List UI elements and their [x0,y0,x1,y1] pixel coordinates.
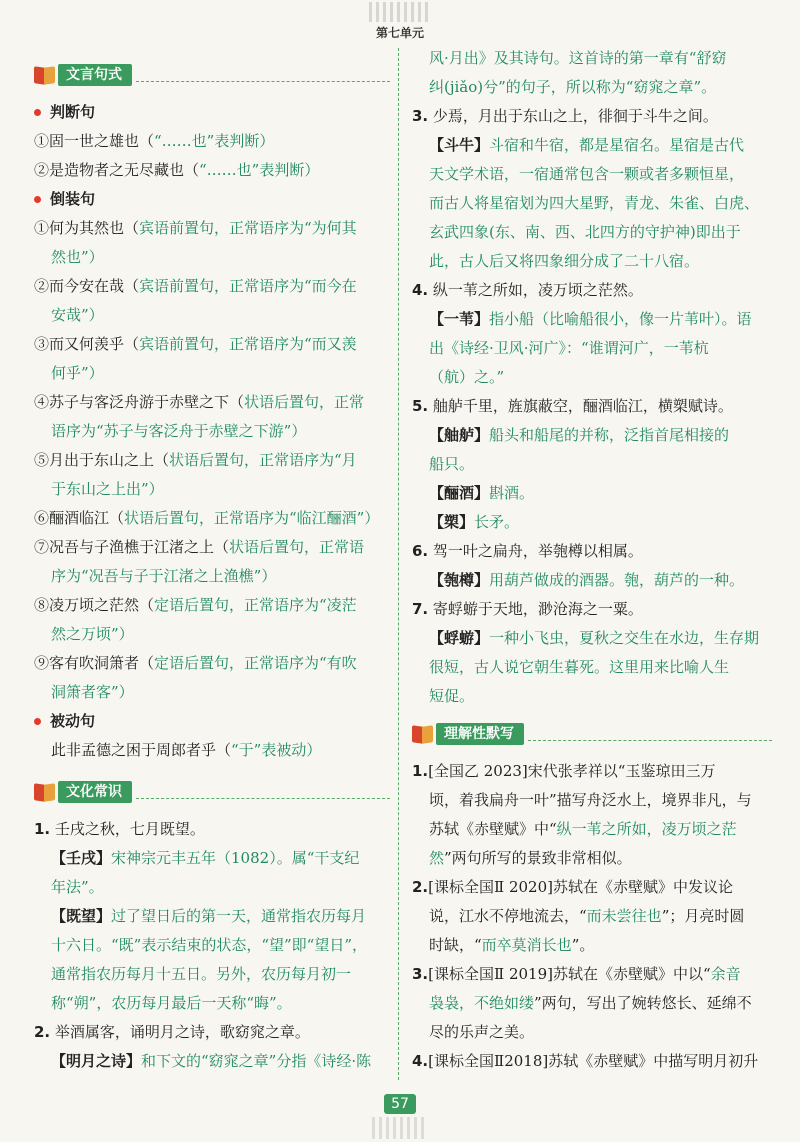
culture-item-2: 2. 举酒属客，诵明月之诗，歌窈窕之章。 [34,1023,310,1041]
right-column [412,44,772,1076]
term-note-cont: 玄武四象(东、南、西、北四方的守护神)即出于 [429,223,741,241]
subsection-inverted: 倒装句 [34,185,390,214]
term-note-cont: 通常指农历每月十五日。另外，农历每月初一 [51,965,352,983]
term-note-cont: 十六日。“既”表示结束的状态，“望”即“望日”， [51,936,368,954]
dictation-item-3: 3.[课标全国Ⅱ 2019]苏轼在《赤壁赋》中以“余音 [412,965,741,983]
term-note: 【斗牛】斗宿和牛宿，都是星宿名。星宿是古代 [429,136,745,154]
dictation-cont: 时缺，“而卒莫消长也”。 [429,936,595,954]
term-note-cont: 年法”。 [51,878,104,896]
section-title: 文言句式 [58,64,132,86]
list-item-cont: 然之万顷”） [51,625,134,643]
term-note-cont: 船只。 [429,455,475,473]
left-column [34,56,390,1076]
term-note-cont: 风·月出》及其诗句。这首诗的第一章有“舒窈 [429,49,727,67]
list-item-cont: 安哉”） [51,306,104,324]
term-note: 【蜉蝣】一种小飞虫，夏秋之交生在水边，生存期 [429,629,760,647]
term-note-cont: 短促。 [429,687,475,705]
list-item: ⑤月出于东山之上（状语后置句，正常语序为“月 [34,451,357,469]
culture-item-1: 1. 壬戌之秋，七月既望。 [34,820,205,838]
section-title: 文化常识 [58,781,132,803]
term-note: 【槊】长矛。 [429,513,520,531]
culture-item-6: 6. 驾一叶之扁舟，举匏樽以相属。 [412,542,643,560]
list-item: ②是造物者之无尽藏也（“……也”表判断） [34,161,320,179]
list-item: ④苏子与客泛舟游于赤壁之下（状语后置句，正常 [34,393,365,411]
list-item-cont: 然也”） [51,248,104,266]
dictation-item-1: 1.[全国乙 2023]宋代张孝祥以“玉鉴琼田三万 [412,762,716,780]
list-item: ⑧凌万顷之茫然（定语后置句，正常语序为“凌茫 [34,596,357,614]
bullet-icon [34,718,41,725]
section-header-classical-syntax [34,62,390,88]
term-note-cont: 纠(jiǎo)兮”的句子，所以称为“窈窕之章”。 [429,78,717,96]
book-icon [412,724,434,744]
list-item: ②而今安在哉（宾语前置句，正常语序为“而今在 [34,277,357,295]
section-title: 理解性默写 [436,723,524,745]
list-item-cont: 序为“况吾与子于江渚之上渔樵”） [51,567,277,585]
term-note-cont: 此，古人后又将四象细分成了二十八宿。 [429,252,700,270]
term-note-cont: 出《诗经·卫风·河广》：“谁谓河广，一苇杭 [429,339,709,357]
book-icon [34,782,56,802]
list-item-cont: 语序为“苏子与客泛舟于赤壁之下游”） [51,422,307,440]
culture-item-3: 3. 少焉，月出于东山之上，徘徊于斗牛之间。 [412,107,718,125]
term-note: 【匏樽】用葫芦做成的酒器。匏，葫芦的一种。 [429,571,745,589]
term-note: 【舳舻】船头和船尾的并称，泛指首尾相接的 [429,426,730,444]
term-note: 【明月之诗】和下文的“窈窕之章”分指《诗经·陈 [51,1052,372,1070]
culture-item-4: 4. 纵一苇之所如，凌万顷之茫然。 [412,281,643,299]
dictation-cont: 尽的乐声之美。 [429,1023,535,1041]
book-icon [34,65,56,85]
list-item-cont: 于东山之上出”） [51,480,164,498]
page-header [0,0,800,44]
list-item: ⑥酾酒临江（状语后置句，正常语序为“临江酾酒”） [34,509,380,527]
term-note-cont: 很短，古人说它朝生暮死。这里用来比喻人生 [429,658,730,676]
column-divider [398,48,399,1080]
section-rule [136,785,390,799]
subsection-judgment: 判断句 [34,98,390,127]
term-note: 【一苇】指小船（比喻船很小，像一片苇叶）。语 [429,310,752,328]
dictation-cont: 然”两句所写的景致非常相似。 [429,849,632,867]
dictation-cont: 说，江水不停地流去，“而未尝往也”；月亮时圆 [429,907,745,925]
list-item-cont: 何乎”） [51,364,104,382]
section-header-dictation [412,721,772,747]
section-rule [136,68,390,82]
list-item-cont: 洞箫者客”） [51,683,134,701]
unit-title: 第七单元 [375,26,424,40]
dictation-item-4: 4.[课标全国Ⅱ2018]苏轼《赤壁赋》中描写明月初升 [412,1052,759,1070]
bullet-icon [34,109,41,116]
list-item: 此非孟德之困于周郎者乎（“于”表被动） [51,741,322,759]
term-note-cont: 而古人将星宿划为四大星野，青龙、朱雀、白虎、 [429,194,760,212]
list-item: ⑨客有吹洞箫者（定语后置句，正常语序为“有吹 [34,654,357,672]
term-note-cont: 称“朔”，农历每月最后一天称“晦”。 [51,994,292,1012]
term-note: 【酾酒】斟酒。 [429,484,535,502]
list-item: ①固一世之雄也（“……也”表判断） [34,132,275,150]
dictation-cont: 苏轼《赤壁赋》中“纵一苇之所如，凌万顷之茫 [429,820,737,838]
list-item: ①何为其然也（宾语前置句，正常语序为“为何其 [34,219,357,237]
list-item: ⑦况吾与子渔樵于江渚之上（状语后置句，正常语 [34,538,365,556]
culture-item-7: 7. 寄蜉蝣于天地，渺沧海之一粟。 [412,600,643,618]
subsection-passive: 被动句 [34,707,390,736]
page-number: 57 [384,1094,416,1114]
header-decoration [369,2,431,22]
term-note: 【既望】过了望日后的第一天，通常指农历每月 [51,907,367,925]
section-header-culture [34,779,390,805]
dictation-cont: 顷，着我扁舟一叶”描写舟泛水上，境界非凡，与 [429,791,752,809]
dictation-cont: 袅袅，不绝如缕”两句，写出了婉转悠长、延绵不 [429,994,752,1012]
term-note: 【壬戌】宋神宗元丰五年（1082）。属“干支纪 [51,849,360,867]
section-rule [528,727,772,741]
bullet-icon [34,196,41,203]
dictation-item-2: 2.[课标全国Ⅱ 2020]苏轼在《赤壁赋》中发议论 [412,878,733,896]
list-item: ③而又何羡乎（宾语前置句，正常语序为“而又羡 [34,335,357,353]
footer-decoration [372,1117,428,1139]
culture-item-5: 5. 舳舻千里，旌旗蔽空，酾酒临江，横槊赋诗。 [412,397,733,415]
term-note-cont: （航）之。” [429,368,505,386]
term-note-cont: 天文学术语，一宿通常包含一颗或者多颗恒星， [429,165,745,183]
